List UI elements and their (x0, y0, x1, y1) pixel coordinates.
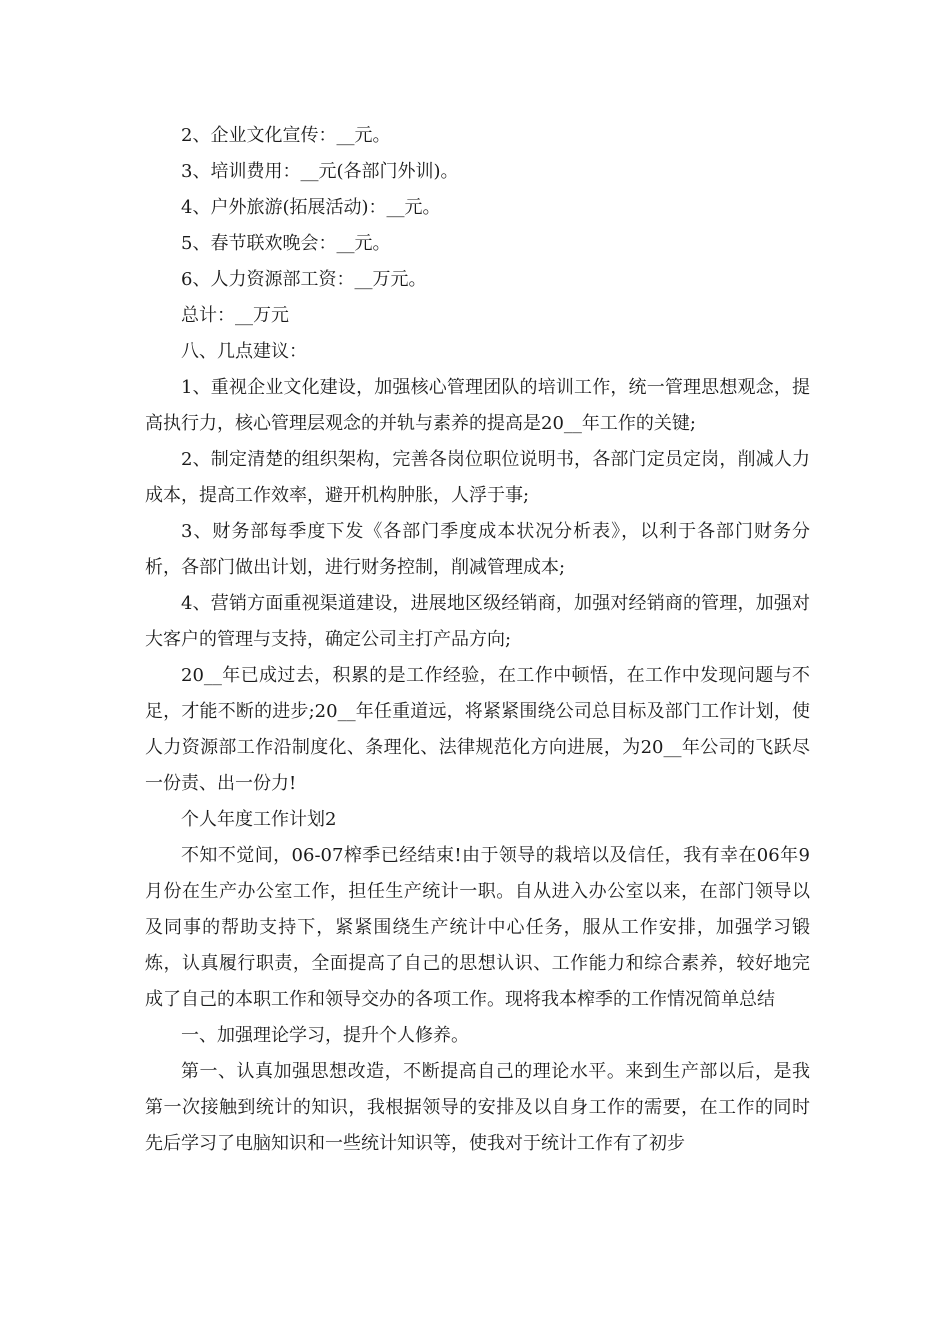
suggestion-3: 3、财务部每季度下发《各部门季度成本状况分析表》，以利于各部门财务分析，各部门做出计划，进行财务控制，削减管理成本; (145, 521, 810, 578)
plan-2-title: 个人年度工作计划2 (181, 809, 337, 830)
budget-total: 总计：__万元 (181, 305, 289, 326)
plan-2-intro: 不知不觉间，06-07榨季已经结束!由于领导的栽培以及信任，我有幸在06年9月份在生产办公室工作，担任生产统计一职。自从进入办公室以来，在部门领导以及同事的帮助支持下，紧紧围绕生产统计中心任务，服从工作安排，加强学习锻炼，认真履行职责，全面提高了自己的思想认识、工作能力和综合素养，较好地完成了自己的本职工作和领导交办的各项工作。现将我本榨季的工作情况简单总结 (145, 845, 810, 1010)
section-heading-suggestions: 八、几点建议： (181, 341, 307, 362)
suggestion-2: 2、制定清楚的组织架构，完善各岗位职位说明书，各部门定员定岗，削减人力成本，提高工作效率，避开机构肿胀，人浮于事; (145, 449, 810, 506)
budget-item-outdoor: 4、户外旅游(拓展活动)：__元。 (181, 197, 441, 218)
budget-item-gala: 5、春节联欢晚会：__元。 (181, 233, 391, 254)
theory-paragraph: 第一、认真加强思想改造，不断提高自己的理论水平。来到生产部以后，是我第一次接触到统计的知识，我根据领导的安排及以自身工作的需要，在工作的同时先后学习了电脑知识和一些统计知识等，使我对于统计工作有了初步 (145, 1061, 810, 1154)
budget-item-salary: 6、人力资源部工资：__万元。 (181, 269, 427, 290)
budget-item-culture: 2、企业文化宣传：__元。 (181, 125, 391, 146)
document-body (145, 118, 810, 1162)
closing-paragraph: 20__年已成过去，积累的是工作经验，在工作中顿悟，在工作中发现问题与不足，才能不断的进步;20__年任重道远，将紧紧围绕公司总目标及部门工作计划，使人力资源部工作沿制度化、条理化、法律规范化方向进展，为20__年公司的飞跃尽一份责、出一份力! (145, 665, 810, 794)
suggestion-1: 1、重视企业文化建设，加强核心管理团队的培训工作，统一管理思想观念，提高执行力，核心管理层观念的并轨与素养的提高是20__年工作的关键; (145, 377, 810, 434)
suggestion-4: 4、营销方面重视渠道建设，进展地区级经销商，加强对经销商的管理，加强对大客户的管理与支持，确定公司主打产品方向; (145, 593, 810, 650)
budget-item-training: 3、培训费用：__元(各部门外训)。 (181, 161, 459, 182)
section-heading-theory: 一、加强理论学习，提升个人修养。 (181, 1025, 469, 1046)
